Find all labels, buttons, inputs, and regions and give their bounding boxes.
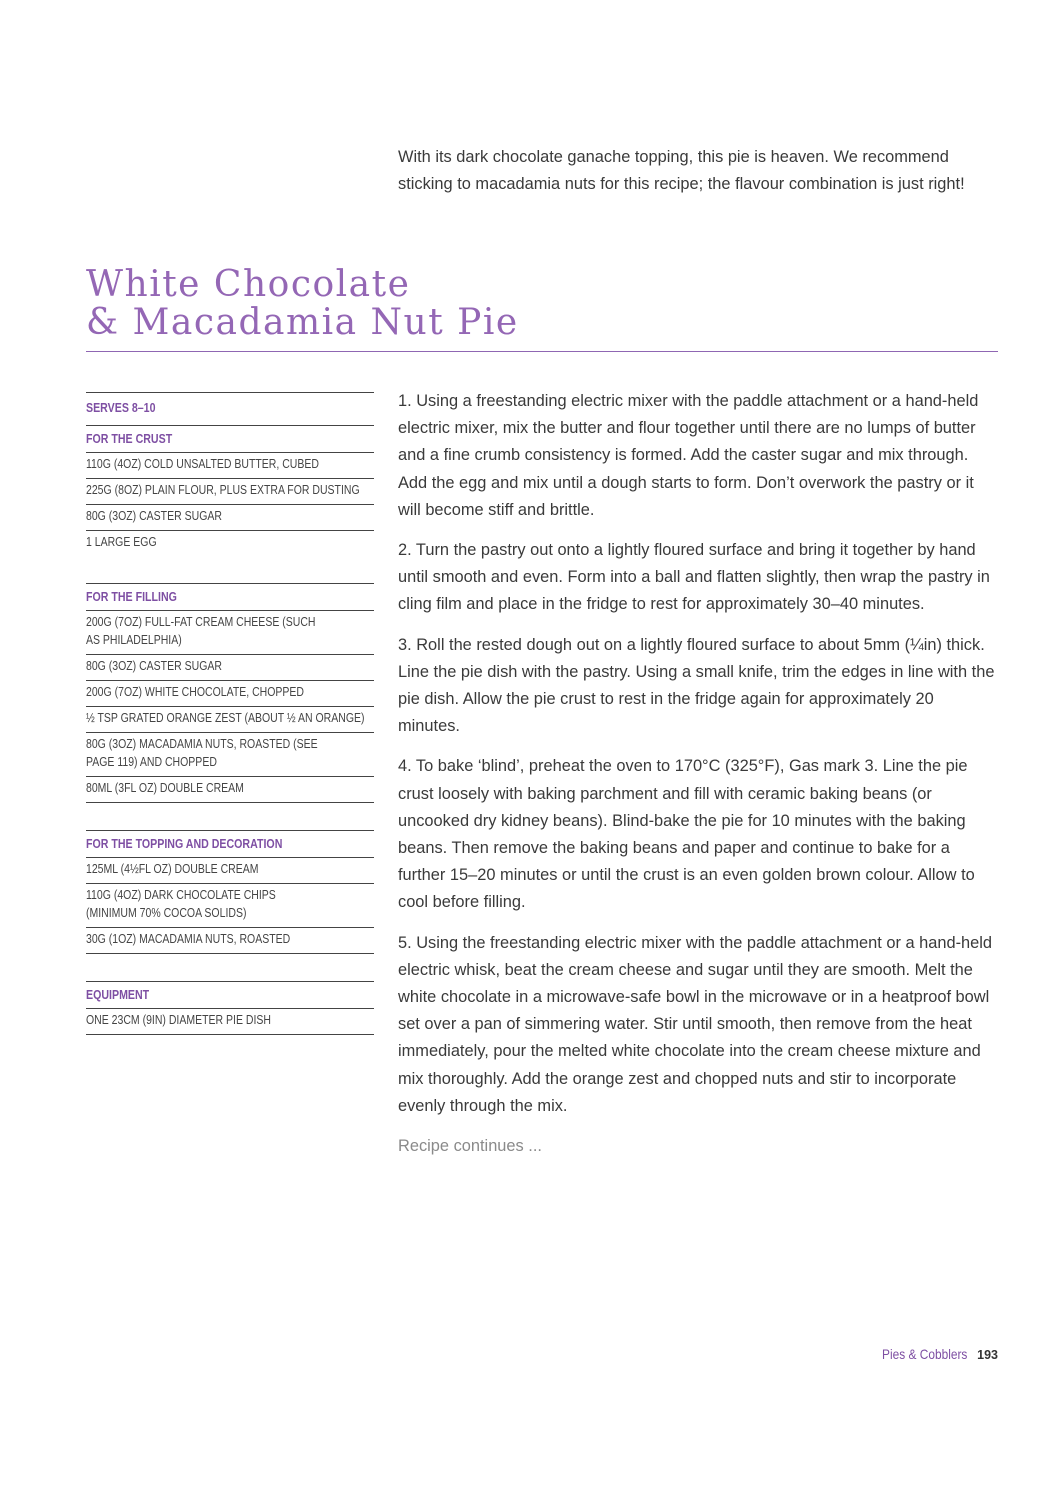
ingredient-item: 110G (4OZ) COLD UNSALTED BUTTER, CUBED	[86, 452, 374, 478]
ingredients-panel	[86, 392, 374, 1035]
step-1: 1. Using a freestanding electric mixer with the paddle attachment or a hand-held electric mixer, mix the butter and flour together until there are no lumps of butter and a fine crumb consistency is formed. Add the caster sugar and mix through. Add the egg and mix until a dough starts to form. Don’t overwork the pastry or it will become stiff and brittle.	[398, 392, 979, 519]
ingredient-item: 80ML (3FL OZ) DOUBLE CREAM	[86, 776, 374, 803]
ingredient-item: ONE 23CM (9IN) DIAMETER PIE DISH	[86, 1008, 374, 1035]
section-heading: FOR THE CRUST	[86, 432, 173, 446]
ingredient-item: ½ TSP GRATED ORANGE ZEST (ABOUT ½ AN ORANGE)	[86, 706, 374, 732]
ingredient-item: 30G (1OZ) MACADAMIA NUTS, ROASTED	[86, 927, 374, 954]
step-3: 3. Roll the rested dough out on a lightly floured surface to about 5mm (¼in) thick. Line the pie dish with the pastry. Using a small knife, trim the edges in line with the pie dish. Allow the pie crust to rest in the fridge again for approximately 20 minutes.	[398, 635, 995, 736]
title-line-2: & Macadamia Nut Pie	[86, 302, 519, 343]
section-heading: FOR THE TOPPING AND DECORATION	[86, 837, 283, 851]
ingredient-item: 80G (3OZ) MACADAMIA NUTS, ROASTED (SEE PAGE 119) AND CHOPPED	[86, 732, 374, 776]
ingredient-item: 200G (7OZ) WHITE CHOCOLATE, CHOPPED	[86, 680, 374, 706]
page-number: 193	[977, 1348, 998, 1362]
section-heading: EQUIPMENT	[86, 988, 150, 1002]
title-line-1: White Chocolate	[86, 264, 411, 305]
ingredient-item: 200G (7OZ) FULL-FAT CREAM CHEESE (SUCH AS PHILADELPHIA)	[86, 610, 374, 654]
recipe-title	[86, 266, 519, 342]
title-divider	[86, 351, 998, 352]
ingredient-item: 225G (8OZ) PLAIN FLOUR, PLUS EXTRA FOR DUSTING	[86, 478, 374, 504]
recipe-continues-note: Recipe continues ...	[398, 1137, 542, 1156]
step-4: 4. To bake ‘blind’, preheat the oven to 170°C (325°F), Gas mark 3. Line the pie crust loosely with baking parchment and fill with ceramic baking beans (or uncooked dry kidney beans). Blind-bake the pie for 10 minutes with the baking beans. Then remove the baking beans and paper and continue to bake for a further 15–20 minutes or until the crust is an even golden brown colour. Allow to cool before filling.	[398, 757, 975, 912]
equipment-section	[86, 981, 374, 1035]
ingredient-item: 80G (3OZ) CASTER SUGAR	[86, 504, 374, 530]
step-2: 2. Turn the pastry out onto a lightly floured surface and bring it together by hand until smooth and even. Form into a ball and flatten slightly, then wrap the pastry in cling film and place in the fridge to rest for approximately 30–40 minutes.	[398, 541, 990, 614]
ingredient-item: 1 LARGE EGG	[86, 530, 374, 556]
ingredient-item: 110G (4OZ) DARK CHOCOLATE CHIPS (MINIMUM 70% COCOA SOLIDS)	[86, 883, 374, 927]
intro-paragraph: With its dark chocolate ganache topping, this pie is heaven. We recommend sticking to macadamia nuts for this recipe; the flavour combination is just right!	[398, 148, 965, 194]
topping-section	[86, 830, 374, 954]
page-footer	[867, 1346, 998, 1362]
section-heading: FOR THE FILLING	[86, 590, 177, 604]
serves-section	[86, 392, 374, 425]
filling-section	[86, 583, 374, 803]
step-5: 5. Using the freestanding electric mixer with the paddle attachment or a hand-held electric whisk, beat the cream cheese and sugar until they are smooth. Melt the white chocolate in a microwave-safe bowl in the microwave or in a heatproof bowl set over a pan of simmering water. Stir until smooth, then remove from the heat immediately, pour the melted white chocolate into the cream cheese mixture and mix thoroughly. Add the orange zest and chopped nuts and stir to incorporate evenly through the mix.	[398, 933, 993, 1115]
method-steps	[398, 388, 998, 1173]
crust-section	[86, 425, 374, 556]
section-name: Pies & Cobblers	[881, 1346, 968, 1362]
serves-label: SERVES 8–10	[86, 401, 156, 415]
ingredient-item: 125ML (4½FL OZ) DOUBLE CREAM	[86, 857, 374, 883]
ingredient-item: 80G (3OZ) CASTER SUGAR	[86, 654, 374, 680]
